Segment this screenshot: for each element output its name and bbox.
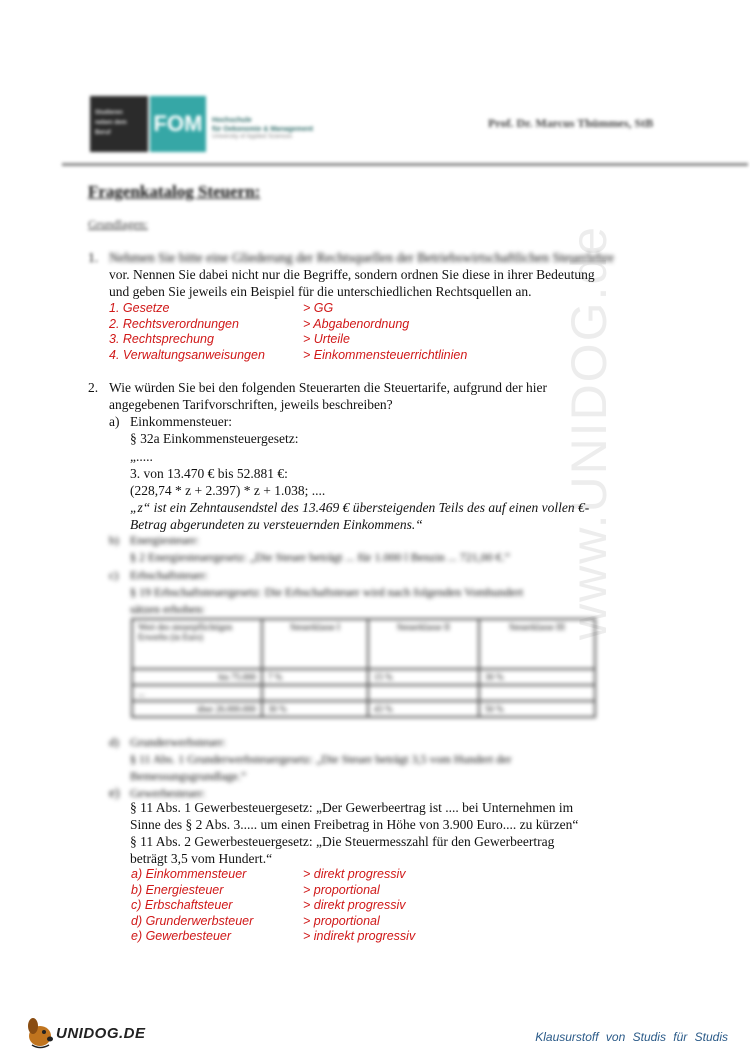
footer-tagline: Klausurstoff von Studis für Studis — [535, 1030, 728, 1044]
subitem-title: Erbschaftsteuer: — [130, 568, 208, 582]
table-cell: 43 % — [368, 701, 479, 717]
subitem-title: Gewerbesteuer: — [130, 786, 206, 800]
answer-value: > Einkommensteuerrichtlinien — [303, 348, 468, 362]
table-cell: 7 % — [262, 669, 368, 685]
subitem-title: Energiesteuer: — [130, 533, 200, 547]
watermark: www.UNIDOG.de — [561, 225, 617, 640]
text-line: (228,74 * z + 2.397) * z + 1.038; .... — [130, 483, 326, 498]
question-line: vor. Nennen Sie dabei nicht nur die Begriffe, sondern ordnen Sie diese in ihrer Bedeutung — [109, 267, 595, 282]
logo-subtext: University of Applied Sciences — [212, 134, 293, 140]
text-line: § 11 Abs. 1 Grunderwerbsteuergesetz: „Die Steuer beträgt 3,5 vom Hundert der — [130, 752, 512, 766]
table-row — [132, 669, 595, 685]
answer-label: 2. Rechtsverordnungen — [109, 317, 239, 331]
answer-label: e) Gewerbesteuer — [131, 929, 232, 943]
answer-label: 1. Gesetze — [109, 301, 170, 315]
answer-label: d) Grunderwerbsteuer — [131, 914, 254, 928]
author-name: Prof. Dr. Marcus Thümmes, StB — [488, 116, 654, 130]
question-line: Nehmen Sie bitte eine Gliederung der Rechtsquellen der Betriebswirtschaftlichen Steuerlehre — [109, 250, 614, 265]
answer-label: 4. Verwaltungsanweisungen — [109, 348, 265, 362]
fom-logo — [90, 96, 340, 152]
answer-label: 3. Rechtsprechung — [109, 332, 214, 346]
table-row — [132, 701, 595, 717]
subitem-title: Einkommensteuer: — [130, 414, 232, 429]
text-line: Sinne des § 2 Abs. 3..... um einen Freibetrag in Höhe von 3.900 Euro.... zu kürzen“ — [130, 817, 579, 832]
question-line: und geben Sie jeweils ein Beispiel für die unterschiedlichen Rechtsquellen an. — [109, 284, 532, 299]
answer-label: b) Energiesteuer — [131, 883, 224, 897]
table-cell: 15 % — [368, 669, 479, 685]
logo-dark-line: neben dem — [95, 120, 127, 126]
answer-label: a) Einkommensteuer — [131, 867, 247, 881]
answer-value: > indirekt progressiv — [303, 929, 416, 943]
answer-value: > Urteile — [303, 332, 350, 346]
logo-text-line: Hochschule — [212, 117, 252, 124]
table-row — [132, 685, 595, 701]
text-line-italic: „z“ ist ein Zehntausendstel des 13.469 € übersteigenden Teils des auf einen vollen €- — [130, 500, 590, 515]
logo-text-line: für Oekonomie & Management — [212, 126, 314, 133]
dog-icon — [24, 1014, 58, 1050]
document-title: Fragenkatalog Steuern: — [88, 182, 261, 201]
subitem-label: b) — [109, 533, 119, 547]
table-cell: 30 % — [262, 701, 368, 717]
answer-label: c) Erbschaftsteuer — [131, 898, 233, 912]
question-line: angegebenen Tarifvorschriften, jeweils beschreiben? — [109, 397, 393, 412]
table-header: Steuerklasse III — [479, 619, 595, 669]
footer-logo-text: UNIDOG.DE — [56, 1025, 146, 1042]
logo-fom-box: FOM — [150, 96, 206, 152]
subitem-label: e) — [109, 785, 120, 800]
table-cell: ... — [132, 685, 262, 701]
text-line: Bemessungsgrundlage.“ — [130, 769, 247, 783]
header-divider — [62, 163, 748, 166]
subitem-title: Grunderwerbsteuer: — [130, 735, 226, 749]
subitem-label: c) — [109, 568, 119, 582]
answer-value: > direkt progressiv — [303, 898, 406, 912]
text-line: 3. von 13.470 € bis 52.881 €: — [130, 466, 288, 481]
text-line: § 32a Einkommensteuergesetz: — [130, 431, 299, 446]
text-line: „..... — [130, 449, 153, 464]
question-number: 1. — [88, 250, 99, 265]
text-line: sätzen erhoben: — [130, 602, 205, 616]
table-cell — [479, 685, 595, 701]
text-line-italic: Betrag abgerundeten zu versteuernden Einkommens.“ — [130, 517, 423, 532]
answer-value: > proportional — [303, 914, 380, 928]
table-cell: bis 75.000 — [132, 669, 262, 685]
logo-dark-line: Beruf — [95, 130, 111, 136]
subitem-label: d) — [109, 735, 119, 749]
inheritance-tax-table — [131, 618, 596, 718]
table-cell: 30 % — [479, 669, 595, 685]
text-line: § 19 Erbschaftsteuergesetz: Die Erbschaftsteuer wird nach folgenden Vomhundert — [130, 585, 524, 599]
answer-value: > proportional — [303, 883, 380, 897]
question-line: Wie würden Sie bei den folgenden Steuerarten die Steuertarife, aufgrund der hier — [109, 380, 548, 395]
answer-value: > GG — [303, 301, 334, 315]
answer-value: > Abgabenordnung — [303, 317, 410, 331]
question-number: 2. — [88, 380, 99, 395]
logo-dark-line: Studieren — [95, 110, 123, 116]
text-line: beträgt 3,5 vom Hundert.“ — [130, 851, 273, 866]
logo-dark-box — [90, 96, 148, 152]
logo-text — [212, 116, 313, 134]
table-cell — [368, 685, 479, 701]
section-heading: Grundlagen: — [88, 217, 148, 231]
table-cell — [262, 685, 368, 701]
table-header: Wert des steuerpflichtigen Erwerbs (in Euro) — [132, 619, 262, 669]
text-line: § 2 Energiesteuergesetz: „Die Steuer beträgt ... für 1.000 l Benzin ... 721,00 €.“ — [130, 550, 511, 564]
table-cell: 50 % — [479, 701, 595, 717]
table-header-row — [132, 619, 595, 669]
text-line: § 11 Abs. 1 Gewerbesteuergesetz: „Der Gewerbeertrag ist .... bei Unternehmen im — [130, 800, 574, 815]
table-header: Steuerklasse I — [262, 619, 368, 669]
table-header: Steuerklasse II — [368, 619, 479, 669]
answer-value: > direkt progressiv — [303, 867, 406, 881]
subitem-label: a) — [109, 414, 120, 429]
text-line: § 11 Abs. 2 Gewerbesteuergesetz: „Die Steuermesszahl für den Gewerbeertrag — [130, 834, 555, 849]
unidog-logo — [24, 1014, 164, 1050]
table-cell: über 26.000.000 — [132, 701, 262, 717]
